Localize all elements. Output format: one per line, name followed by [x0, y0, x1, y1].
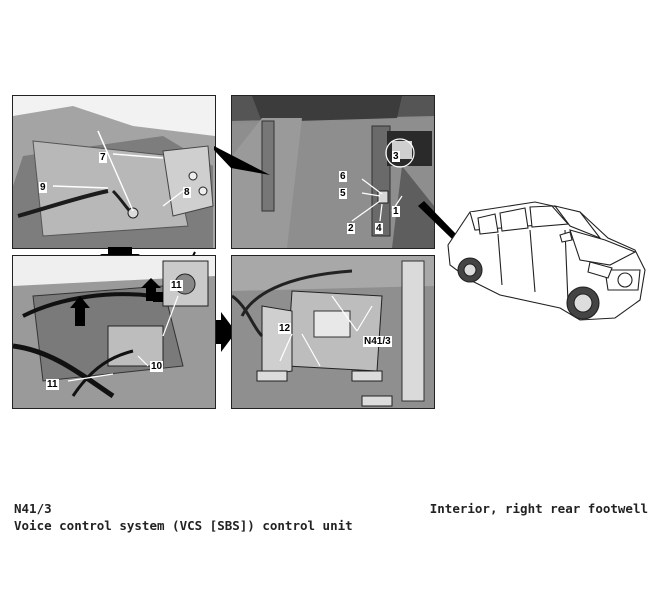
photo-panel-control-unit — [231, 255, 435, 409]
callout-label: 1 — [393, 206, 399, 217]
callout-label: 11 — [47, 379, 58, 390]
callout-label: 10 — [151, 361, 163, 372]
component-description: Voice control system (VCS [SBS]) control unit — [14, 518, 353, 533]
callout-label: 12 — [279, 323, 291, 334]
callout-label: N41/3 — [364, 336, 391, 347]
component-code: N41/3 — [14, 501, 52, 516]
callout-label: 6 — [340, 171, 346, 182]
callout-label: 3 — [393, 151, 399, 162]
callout-label: 8 — [184, 187, 190, 198]
callout-label: 2 — [348, 223, 354, 234]
vehicle-illustration — [440, 190, 655, 330]
photo-panel-module-access — [12, 255, 216, 409]
callout-label: 7 — [100, 152, 106, 163]
component-location: Interior, right rear footwell — [429, 501, 648, 516]
callout-label: 9 — [40, 182, 46, 193]
callout-label: 5 — [340, 188, 346, 199]
callout-label: 11 — [171, 280, 182, 291]
callout-label: 4 — [376, 223, 382, 234]
